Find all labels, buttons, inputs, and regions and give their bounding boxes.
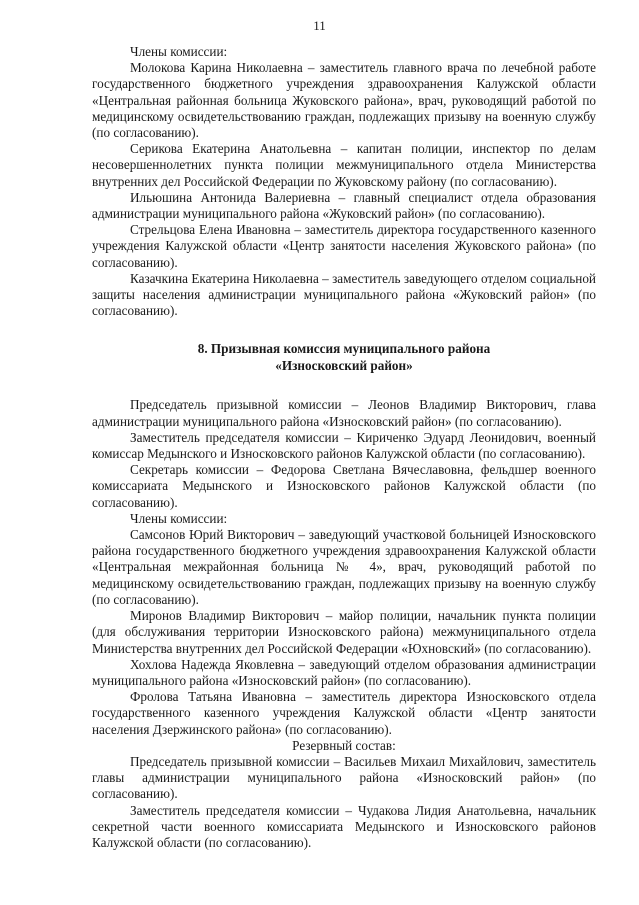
deputy-paragraph: Заместитель председателя комиссии – Кириченко Эдуард Леонидович, военный комиссар Медынского и Износковского районов Калужской области (по согласованию). [92,429,596,462]
member-paragraph: Хохлова Надежда Яковлевна – заведующий отделом образования администрации муниципального района «Износковский район» (по согласованию). [92,656,596,688]
document-body [92,44,596,851]
reserve-paragraph: Заместитель председателя комиссии – Чудакова Лидия Анатольевна, начальник секретной части военного комиссариата Медынского и Износковского районов Калужской области (по согласованию). [92,802,596,850]
member-paragraph: Фролова Татьяна Ивановна – заместитель директора Износковского отдела государственного казенного учреждения Калужской области «Центр занятости населения Дзержинского района» (по согласованию). [92,689,596,737]
member-paragraph: Казачкина Екатерина Николаевна – заместитель заведующего отделом социальной защиты населения администрации муниципального района «Жуковский район» (по согласованию). [92,270,596,319]
members-label: Члены комиссии: [130,510,228,526]
member-paragraph: Молокова Карина Николаевна – заместитель главного врача по лечебной работе государственного бюджетного учреждения здравоохранения Калужской области «Центральная районная больница Жуковского района», врач, руководящий работой по медицинскому освидетельствованию граждан, подлежащих призыву на военную службу (по согласованию). [92,60,596,141]
reserve-paragraph: Председатель призывной комиссии – Васильев Михаил Михайлович, заместитель главы администрации муниципального района «Износковский район» (по согласованию). [92,753,596,802]
member-paragraph: Серикова Екатерина Анатольевна – капитан полиции, инспектор по делам несовершеннолетних пункта полиции межмуниципального отдела Министерства внутренних дел Российской Федерации по Жуковскому району (по согласованию). [92,141,596,189]
section-heading [92,341,596,374]
member-paragraph: Миронов Владимир Викторович – майор полиции, начальник пункта полиции (для обслуживания территории Износковского района) межмуниципального отдела Министерства внутренних дел Российской Федерации «Юхновский» (по согласованию). [92,608,596,656]
page-number: 11 [313,18,326,33]
member-paragraph: Стрельцова Елена Ивановна – заместитель директора государственного казенного учреждения Калужской области «Центр занятости населения Жуковского района» (по согласованию). [92,222,596,270]
member-paragraph: Самсонов Юрий Викторович – заведующий участковой больницей Износковского района государственного бюджетного учреждения здравоохранения Калужской области «Центральная межрайонная больница № 4», врач, руководящий работой по медицинскому освидетельствованию граждан, подлежащих призыву на военную службу (по согласованию). [92,527,596,607]
members-label: Члены комиссии: [130,44,228,59]
section-heading-line2: «Износковский район» [275,357,413,373]
member-paragraph: Ильюшина Антонида Валериевна – главный специалист отдела образования администрации муниципального района «Жуковский район» (по согласованию). [92,189,596,222]
chairman-paragraph: Председатель призывной комиссии – Леонов Владимир Викторович, глава администрации муниципального района «Износковский район» (по согласованию). [92,397,596,429]
secretary-paragraph: Секретарь комиссии – Федорова Светлана Вячеславовна, фельдшер военного комиссариата Медынского и Износковского районов Калужской области (по согласованию). [92,462,596,510]
section-heading-line1: 8. Призывная комиссия муниципального района [197,341,491,357]
reserve-label: Резервный состав: [292,737,396,753]
